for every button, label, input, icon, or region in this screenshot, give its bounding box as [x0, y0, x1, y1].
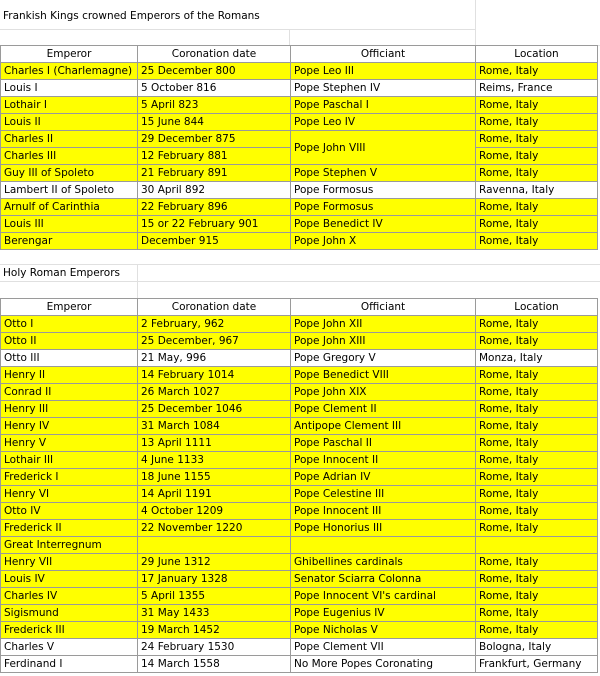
cell-coronation-date[interactable]: 18 June 1155: [138, 469, 291, 486]
cell-officiant[interactable]: Pope Innocent III: [291, 503, 476, 520]
cell-emperor[interactable]: Frederick I: [1, 469, 138, 486]
header-coronation-date[interactable]: Coronation date: [138, 299, 291, 316]
header-emperor[interactable]: Emperor: [1, 46, 138, 63]
header-row: [1, 299, 598, 316]
cell-officiant[interactable]: Pope Paschal I: [291, 97, 476, 114]
cell-location[interactable]: Rome, Italy: [476, 435, 598, 452]
table-row: [1, 97, 598, 114]
cell-officiant[interactable]: Pope Nicholas V: [291, 622, 476, 639]
cell-coronation-date[interactable]: 31 May 1433: [138, 605, 291, 622]
table-row: [1, 63, 598, 80]
frankish-kings-table: [0, 45, 598, 250]
cell-officiant[interactable]: [291, 537, 476, 554]
table-row: [1, 316, 598, 333]
cell-emperor[interactable]: Louis I: [1, 80, 138, 97]
cell-officiant[interactable]: Pope Celestine III: [291, 486, 476, 503]
cell-location[interactable]: Rome, Italy: [476, 148, 598, 165]
cell-emperor[interactable]: Charles II: [1, 131, 138, 148]
table-row: [1, 418, 598, 435]
cell-location[interactable]: Ravenna, Italy: [476, 182, 598, 199]
cell-location[interactable]: Bologna, Italy: [476, 639, 598, 656]
cell-coronation-date[interactable]: 21 February 891: [138, 165, 291, 182]
cell-emperor[interactable]: Otto IV: [1, 503, 138, 520]
table-row: [1, 554, 598, 571]
cell-officiant[interactable]: Pope Stephen V: [291, 165, 476, 182]
cell-location[interactable]: Rome, Italy: [476, 486, 598, 503]
cell-coronation-date[interactable]: 31 March 1084: [138, 418, 291, 435]
cell-coronation-date[interactable]: 21 May, 996: [138, 350, 291, 367]
table-row: [1, 333, 598, 350]
section2-title: Holy Roman Emperors: [3, 267, 120, 279]
header-coronation-date[interactable]: Coronation date: [138, 46, 291, 63]
cell-location[interactable]: Rome, Italy: [476, 418, 598, 435]
section1-title: Frankish Kings crowned Emperors of the Romans: [3, 10, 260, 22]
cell-emperor[interactable]: Arnulf of Carinthia: [1, 199, 138, 216]
header-location[interactable]: Location: [476, 299, 598, 316]
header-officiant[interactable]: Officiant: [291, 46, 476, 63]
cell-emperor[interactable]: Henry III: [1, 401, 138, 418]
cell-officiant[interactable]: Senator Sciarra Colonna: [291, 571, 476, 588]
cell-coronation-date[interactable]: 14 March 1558: [138, 656, 291, 673]
cell-location[interactable]: Rome, Italy: [476, 233, 598, 250]
cell-officiant[interactable]: Pope Clement II: [291, 401, 476, 418]
cell-location[interactable]: [476, 537, 598, 554]
cell-officiant[interactable]: Pope Gregory V: [291, 350, 476, 367]
table-row: [1, 233, 598, 250]
cell-location[interactable]: Rome, Italy: [476, 216, 598, 233]
cell-coronation-date[interactable]: 5 October 816: [138, 80, 291, 97]
cell-location[interactable]: Rome, Italy: [476, 452, 598, 469]
cell-emperor[interactable]: Charles IV: [1, 588, 138, 605]
header-row: [1, 46, 598, 63]
cell-location[interactable]: Rome, Italy: [476, 622, 598, 639]
cell-officiant[interactable]: Antipope Clement III: [291, 418, 476, 435]
cell-location[interactable]: Rome, Italy: [476, 199, 598, 216]
table-row: [1, 350, 598, 367]
cell-emperor[interactable]: Henry IV: [1, 418, 138, 435]
cell-location[interactable]: Rome, Italy: [476, 384, 598, 401]
cell-emperor[interactable]: Louis II: [1, 114, 138, 131]
cell-emperor[interactable]: Sigismund: [1, 605, 138, 622]
cell-officiant[interactable]: No More Popes Coronating: [291, 656, 476, 673]
cell-coronation-date[interactable]: 22 February 896: [138, 199, 291, 216]
table-row: [1, 520, 598, 537]
cell-coronation-date[interactable]: 30 April 892: [138, 182, 291, 199]
cell-officiant[interactable]: Pope John XIX: [291, 384, 476, 401]
cell-coronation-date[interactable]: 26 March 1027: [138, 384, 291, 401]
header-emperor[interactable]: Emperor: [1, 299, 138, 316]
cell-officiant[interactable]: Pope Adrian IV: [291, 469, 476, 486]
cell-emperor[interactable]: Otto II: [1, 333, 138, 350]
cell-coronation-date[interactable]: 29 June 1312: [138, 554, 291, 571]
cell-coronation-date[interactable]: 5 April 823: [138, 97, 291, 114]
cell-officiant[interactable]: Pope Innocent VI's cardinal: [291, 588, 476, 605]
cell-coronation-date[interactable]: 4 October 1209: [138, 503, 291, 520]
cell-location[interactable]: Rome, Italy: [476, 131, 598, 148]
cell-emperor[interactable]: Charles III: [1, 148, 138, 165]
table-row: [1, 199, 598, 216]
cell-coronation-date[interactable]: 4 June 1133: [138, 452, 291, 469]
cell-officiant[interactable]: Pope Benedict IV: [291, 216, 476, 233]
table-row: [1, 401, 598, 418]
cell-emperor[interactable]: Lothair I: [1, 97, 138, 114]
cell-emperor[interactable]: Frederick III: [1, 622, 138, 639]
holy-roman-emperors-table: [0, 298, 598, 673]
table-row: [1, 216, 598, 233]
cell-location[interactable]: Reims, France: [476, 80, 598, 97]
table-row: [1, 114, 598, 131]
cell-location[interactable]: Rome, Italy: [476, 401, 598, 418]
cell-location[interactable]: Rome, Italy: [476, 97, 598, 114]
cell-officiant[interactable]: Pope Clement VII: [291, 639, 476, 656]
cell-coronation-date[interactable]: 5 April 1355: [138, 588, 291, 605]
cell-officiant[interactable]: Pope John VIII: [291, 131, 476, 165]
cell-coronation-date[interactable]: 25 December 800: [138, 63, 291, 80]
table-row: [1, 452, 598, 469]
cell-location[interactable]: Rome, Italy: [476, 469, 598, 486]
cell-coronation-date[interactable]: [138, 537, 291, 554]
cell-emperor[interactable]: Louis III: [1, 216, 138, 233]
table-row: [1, 367, 598, 384]
table-row: [1, 165, 598, 182]
cell-officiant[interactable]: Pope John X: [291, 233, 476, 250]
cell-location[interactable]: Rome, Italy: [476, 333, 598, 350]
cell-officiant[interactable]: Pope John XIII: [291, 333, 476, 350]
cell-coronation-date[interactable]: 29 December 875: [138, 131, 291, 148]
table-row: [1, 656, 598, 673]
cell-coronation-date[interactable]: 22 November 1220: [138, 520, 291, 537]
cell-location[interactable]: Rome, Italy: [476, 503, 598, 520]
cell-emperor[interactable]: Henry V: [1, 435, 138, 452]
table-row: [1, 80, 598, 97]
cell-officiant[interactable]: Pope Stephen IV: [291, 80, 476, 97]
cell-location[interactable]: Monza, Italy: [476, 350, 598, 367]
cell-location[interactable]: Rome, Italy: [476, 165, 598, 182]
cell-officiant[interactable]: Pope Leo IV: [291, 114, 476, 131]
cell-coronation-date[interactable]: 17 January 1328: [138, 571, 291, 588]
table-row: [1, 571, 598, 588]
cell-officiant[interactable]: Pope Innocent II: [291, 452, 476, 469]
cell-emperor[interactable]: Lothair III: [1, 452, 138, 469]
cell-emperor[interactable]: Charles I (Charlemagne): [1, 63, 138, 80]
cell-emperor[interactable]: Great Interregnum: [1, 537, 138, 554]
table-row: [1, 639, 598, 656]
cell-emperor[interactable]: Ferdinand I: [1, 656, 138, 673]
cell-emperor[interactable]: Henry II: [1, 367, 138, 384]
cell-location[interactable]: Rome, Italy: [476, 520, 598, 537]
table-row: [1, 588, 598, 605]
cell-officiant[interactable]: Pope Benedict VIII: [291, 367, 476, 384]
cell-emperor[interactable]: Otto III: [1, 350, 138, 367]
table-row: [1, 384, 598, 401]
cell-coronation-date[interactable]: 19 March 1452: [138, 622, 291, 639]
cell-emperor[interactable]: Berengar: [1, 233, 138, 250]
cell-officiant[interactable]: Pope Eugenius IV: [291, 605, 476, 622]
cell-emperor[interactable]: Louis IV: [1, 571, 138, 588]
cell-location[interactable]: Rome, Italy: [476, 605, 598, 622]
table-row: [1, 435, 598, 452]
cell-emperor[interactable]: Henry VII: [1, 554, 138, 571]
cell-coronation-date[interactable]: 14 February 1014: [138, 367, 291, 384]
cell-emperor[interactable]: Guy III of Spoleto: [1, 165, 138, 182]
cell-coronation-date[interactable]: 24 February 1530: [138, 639, 291, 656]
cell-coronation-date[interactable]: 25 December, 967: [138, 333, 291, 350]
table-row: [1, 537, 598, 554]
cell-location[interactable]: Rome, Italy: [476, 588, 598, 605]
header-officiant[interactable]: Officiant: [291, 299, 476, 316]
cell-emperor[interactable]: Otto I: [1, 316, 138, 333]
table-row: [1, 503, 598, 520]
table-row: [1, 469, 598, 486]
cell-officiant[interactable]: Pope John XII: [291, 316, 476, 333]
cell-location[interactable]: Rome, Italy: [476, 554, 598, 571]
cell-location[interactable]: Rome, Italy: [476, 316, 598, 333]
cell-emperor[interactable]: Charles V: [1, 639, 138, 656]
table-row: [1, 486, 598, 503]
table-row: [1, 182, 598, 199]
table-row: [1, 131, 598, 148]
cell-location[interactable]: Rome, Italy: [476, 114, 598, 131]
cell-officiant[interactable]: Pope Paschal II: [291, 435, 476, 452]
cell-location[interactable]: Rome, Italy: [476, 367, 598, 384]
table-row: [1, 605, 598, 622]
header-location[interactable]: Location: [476, 46, 598, 63]
cell-emperor[interactable]: Frederick II: [1, 520, 138, 537]
table-row: [1, 622, 598, 639]
cell-officiant[interactable]: Pope Formosus: [291, 199, 476, 216]
cell-coronation-date[interactable]: 13 April 1111: [138, 435, 291, 452]
cell-emperor[interactable]: Henry VI: [1, 486, 138, 503]
cell-coronation-date[interactable]: 14 April 1191: [138, 486, 291, 503]
cell-coronation-date[interactable]: 15 June 844: [138, 114, 291, 131]
cell-coronation-date[interactable]: 15 or 22 February 901: [138, 216, 291, 233]
cell-location[interactable]: Rome, Italy: [476, 571, 598, 588]
cell-coronation-date[interactable]: 12 February 881: [138, 148, 291, 165]
cell-coronation-date[interactable]: 25 December 1046: [138, 401, 291, 418]
cell-emperor[interactable]: Conrad II: [1, 384, 138, 401]
cell-officiant[interactable]: Pope Honorius III: [291, 520, 476, 537]
cell-location[interactable]: Frankfurt, Germany: [476, 656, 598, 673]
cell-officiant[interactable]: Ghibellines cardinals: [291, 554, 476, 571]
cell-emperor[interactable]: Lambert II of Spoleto: [1, 182, 138, 199]
cell-coronation-date[interactable]: December 915: [138, 233, 291, 250]
cell-officiant[interactable]: Pope Leo III: [291, 63, 476, 80]
cell-location[interactable]: Rome, Italy: [476, 63, 598, 80]
cell-coronation-date[interactable]: 2 February, 962: [138, 316, 291, 333]
cell-officiant[interactable]: Pope Formosus: [291, 182, 476, 199]
